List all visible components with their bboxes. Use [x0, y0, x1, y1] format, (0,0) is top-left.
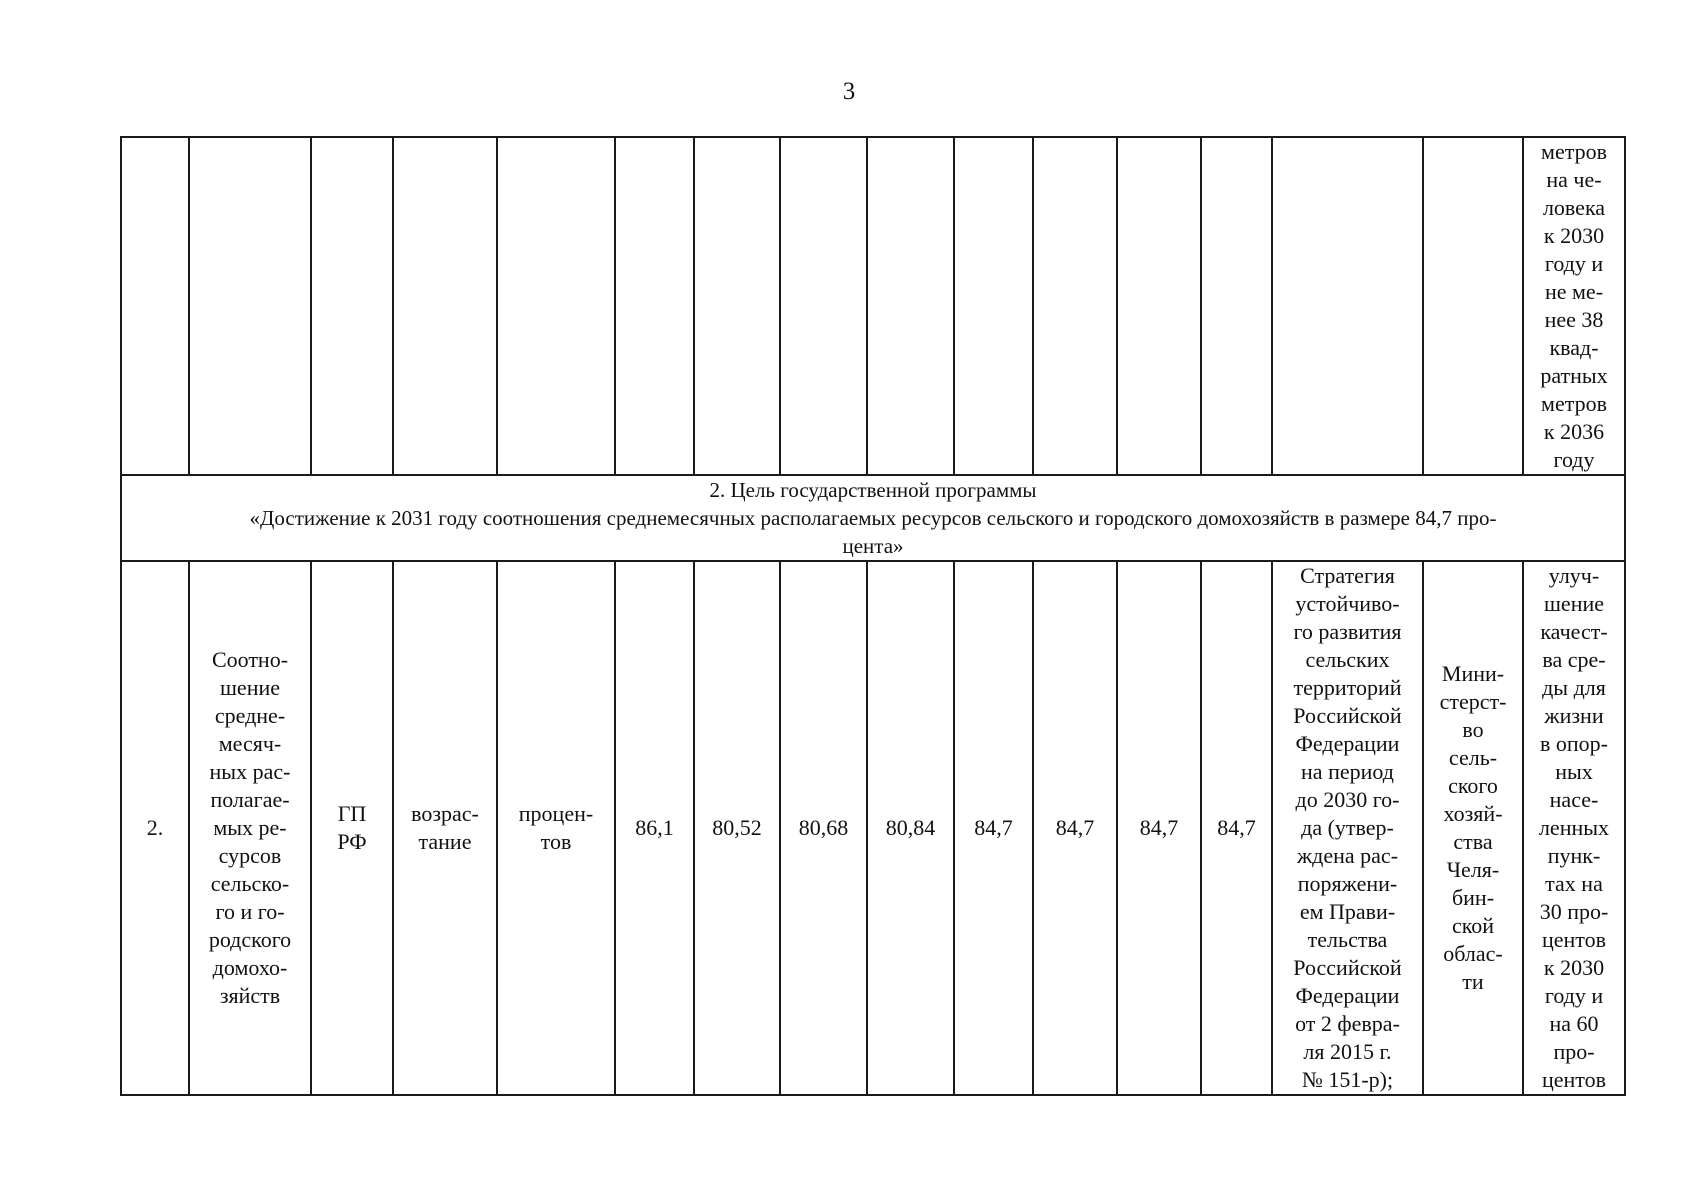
value-cell: 84,7: [1033, 561, 1117, 1095]
table-cell: [1272, 137, 1423, 475]
goal-cell: [121, 475, 1625, 561]
table-cell: [311, 137, 393, 475]
table-cell: [780, 137, 867, 475]
indicator-trend: возрас- тание: [393, 561, 497, 1095]
indicator-unit: процен- тов: [497, 561, 615, 1095]
table-cell: [1033, 137, 1117, 475]
table-cell-link-continuation: [1523, 137, 1625, 475]
value-cell: 80,84: [867, 561, 954, 1095]
table-cell: [189, 137, 311, 475]
table-cell: [121, 137, 189, 475]
indicator-name: Соотно- шение средне- месяч- ных рас- полагае- мых ре- сурсов сельско- го и го- родского домохо- зяйств: [189, 561, 311, 1095]
table-cell: [615, 137, 694, 475]
table-cell: [954, 137, 1033, 475]
value-cell: 80,68: [780, 561, 867, 1095]
table-cell: [1201, 137, 1272, 475]
value-cell: 84,7: [1201, 561, 1272, 1095]
page-number: 3: [842, 78, 856, 105]
table-cell: [497, 137, 615, 475]
table-cell: [393, 137, 497, 475]
goal-title: 2. Цель государственной программы: [709, 478, 1037, 502]
value-cell: 84,7: [954, 561, 1033, 1095]
national-goal-link: улуч- шение качест- ва сре- ды для жизни в опор- ных насе- ленных пунк- тах на 30 про- центов к 2030 году и на 60 про- центов: [1523, 561, 1625, 1095]
goal-text: «Достижение к 2031 году соотношения среднемесячных располагаемых ресурсов сельского и городского домохозяйств в размере 84,7 про- цента»: [249, 506, 1497, 558]
value-cell: 84,7: [1117, 561, 1201, 1095]
table-row-indicator-2: [121, 561, 1625, 1095]
responsible-body: Мини- стерст- во сель- ского хозяй- ства Челя- бин- ской облас- ти: [1423, 561, 1523, 1095]
table-row-goal: [121, 475, 1625, 561]
value-cell: 80,52: [694, 561, 780, 1095]
table-cell: [694, 137, 780, 475]
table-cell: [867, 137, 954, 475]
table-row-continuation: [121, 137, 1625, 475]
source-document: Стратегия устойчиво- го развития сельских территорий Российской Федерации на период до 2030 го- да (утвер- ждена рас- поряжени- ем Прави- тельства Российской Федерации от 2 февра- ля 2015 г. № 151-р);: [1272, 561, 1423, 1095]
table-cell: [1117, 137, 1201, 475]
link-continuation-text: метров на че- ловека к 2030 году и не ме- нее 38 квад- ратных метров к 2036 году: [1540, 139, 1608, 472]
indicators-table: [120, 136, 1626, 1096]
table-cell: [1423, 137, 1523, 475]
value-cell: 86,1: [615, 561, 694, 1095]
row-number: 2.: [121, 561, 189, 1095]
indicator-level: ГП РФ: [311, 561, 393, 1095]
